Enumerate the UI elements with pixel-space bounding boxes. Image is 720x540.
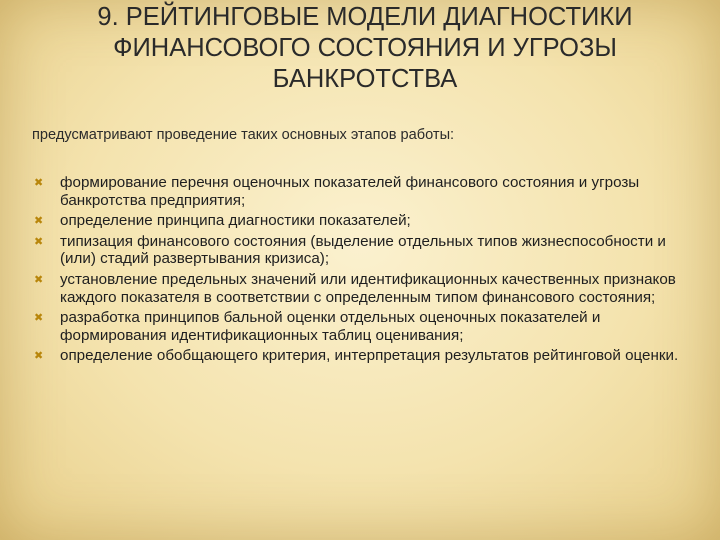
list-item-text: установление предельных значений или идентификационных качественных признаков каждого показателя в соответствии с определенным типом финансового состояния;	[60, 270, 676, 306]
list-item	[32, 347, 702, 365]
list-item-text: определение принципа диагностики показателей;	[60, 212, 411, 230]
intro-text: предусматривают проведение таких основных этапов работы:	[32, 127, 455, 143]
x-mark-bullet-icon: ✖	[34, 311, 44, 325]
list-item-text: определение обобщающего критерия, интерпретация результатов рейтинговой оценки.	[60, 347, 679, 365]
slide-title-line: БАНКРОТСТВА	[272, 65, 458, 93]
list-item	[32, 271, 702, 306]
list-item	[32, 174, 702, 209]
slide-title	[40, 2, 690, 95]
list-item	[32, 212, 702, 230]
x-mark-bullet-icon: ✖	[34, 349, 44, 363]
list-item-text: формирование перечня оценочных показателей финансового состояния и угрозы банкротства предприятия;	[60, 174, 640, 209]
stages-list	[32, 174, 702, 365]
slide-title-line: 9. РЕЙТИНГОВЫЕ МОДЕЛИ ДИАГНОСТИКИ	[97, 3, 633, 31]
list-item	[32, 233, 702, 268]
list-item-text: типизация финансового состояния (выделение отдельных типов жизнеспособности и (или) стадий развертывания кризиса);	[60, 232, 666, 268]
list-item-text: разработка принципов бальной оценки отдельных оценочных показателей и формирования идентификационных таблиц оценивания;	[60, 309, 601, 344]
slide-title-line: ФИНАНСОВОГО СОСТОЯНИЯ И УГРОЗЫ	[113, 34, 617, 62]
x-mark-bullet-icon: ✖	[34, 234, 44, 248]
x-mark-bullet-icon: ✖	[34, 214, 44, 228]
list-item	[32, 309, 702, 344]
x-mark-bullet-icon: ✖	[34, 272, 44, 286]
x-mark-bullet-icon: ✖	[34, 176, 44, 189]
